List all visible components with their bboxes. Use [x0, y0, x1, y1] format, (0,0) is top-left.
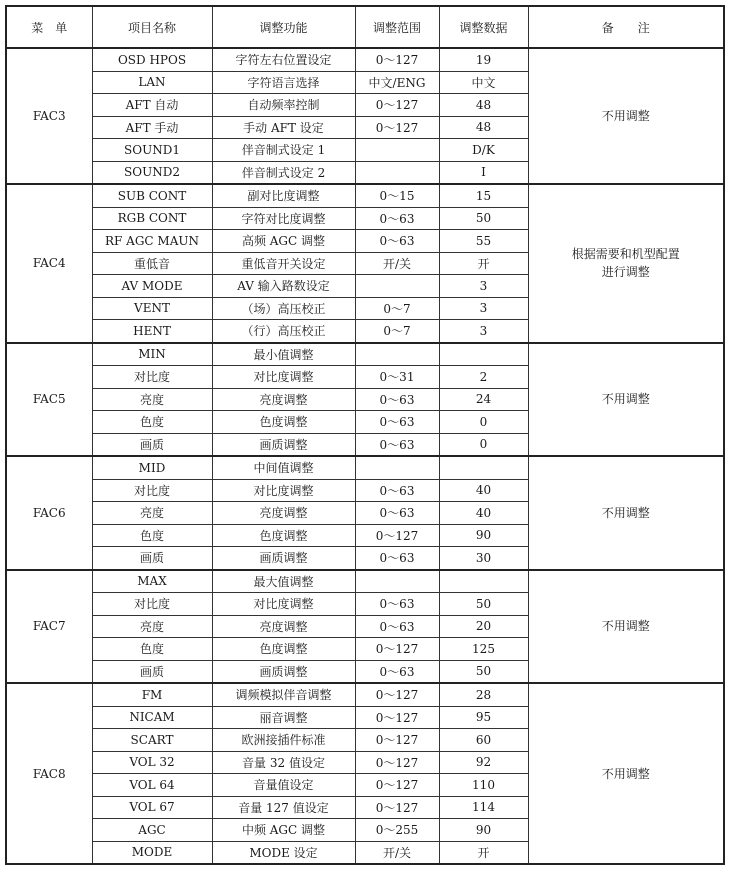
item-name-cell: 亮度: [92, 388, 212, 411]
item-name-cell: FM: [92, 683, 212, 706]
item-name-cell: NICAM: [92, 706, 212, 729]
function-cell: 字符对比度调整: [212, 207, 355, 230]
value-cell: 开: [439, 252, 528, 275]
item-name-cell: 对比度: [92, 479, 212, 502]
range-cell: [355, 343, 439, 366]
value-cell: 90: [439, 819, 528, 842]
value-cell: 50: [439, 207, 528, 230]
item-name-cell: 对比度: [92, 593, 212, 616]
function-cell: 字符语言选择: [212, 71, 355, 94]
function-cell: 对比度调整: [212, 593, 355, 616]
item-name-cell: RF AGC MAUN: [92, 230, 212, 253]
range-cell: [355, 161, 439, 184]
item-name-cell: 对比度: [92, 366, 212, 389]
item-name-cell: MIN: [92, 343, 212, 366]
item-name-cell: RGB CONT: [92, 207, 212, 230]
function-cell: MODE 设定: [212, 841, 355, 864]
table-header: [6, 6, 724, 48]
item-name-cell: 色度: [92, 524, 212, 547]
item-name-cell: VOL 32: [92, 751, 212, 774]
item-name-cell: 亮度: [92, 615, 212, 638]
item-name-cell: AGC: [92, 819, 212, 842]
range-cell: 0～63: [355, 388, 439, 411]
function-cell: 音量值设定: [212, 774, 355, 797]
value-cell: [439, 570, 528, 593]
range-cell: 开/关: [355, 252, 439, 275]
function-cell: 中频 AGC 调整: [212, 819, 355, 842]
note-cell: 不用调整: [528, 683, 724, 864]
function-cell: 丽音调整: [212, 706, 355, 729]
header-range: 调整范围: [355, 6, 439, 48]
range-cell: 0～255: [355, 819, 439, 842]
range-cell: [355, 456, 439, 479]
value-cell: 24: [439, 388, 528, 411]
function-cell: AV 输入路数设定: [212, 275, 355, 298]
range-cell: 0～63: [355, 502, 439, 525]
range-cell: 0～7: [355, 297, 439, 320]
range-cell: 0～127: [355, 706, 439, 729]
range-cell: 0～63: [355, 479, 439, 502]
factory-adjustment-table: [5, 5, 725, 865]
value-cell: 50: [439, 593, 528, 616]
function-cell: 音量 32 值设定: [212, 751, 355, 774]
note-cell: 不用调整: [528, 343, 724, 457]
value-cell: 19: [439, 48, 528, 71]
value-cell: 15: [439, 184, 528, 207]
range-cell: 0～127: [355, 683, 439, 706]
function-cell: 色度调整: [212, 638, 355, 661]
range-cell: 0～63: [355, 230, 439, 253]
function-cell: 色度调整: [212, 524, 355, 547]
range-cell: 0～127: [355, 94, 439, 117]
range-cell: 0～63: [355, 433, 439, 456]
item-name-cell: VOL 67: [92, 796, 212, 819]
header-value: 调整数据: [439, 6, 528, 48]
function-cell: 画质调整: [212, 660, 355, 683]
function-cell: 中间值调整: [212, 456, 355, 479]
function-cell: 调频模拟伴音调整: [212, 683, 355, 706]
range-cell: 开/关: [355, 841, 439, 864]
header-item-name: 项目名称: [92, 6, 212, 48]
range-cell: 中文/ENG: [355, 71, 439, 94]
value-cell: 50: [439, 660, 528, 683]
function-cell: 伴音制式设定 1: [212, 139, 355, 162]
range-cell: 0～31: [355, 366, 439, 389]
menu-cell: FAC8: [6, 683, 92, 864]
function-cell: 对比度调整: [212, 479, 355, 502]
function-cell: 画质调整: [212, 547, 355, 570]
function-cell: 音量 127 值设定: [212, 796, 355, 819]
menu-cell: FAC5: [6, 343, 92, 457]
item-name-cell: 画质: [92, 547, 212, 570]
menu-cell: FAC7: [6, 570, 92, 684]
item-name-cell: 重低音: [92, 252, 212, 275]
function-cell: 高频 AGC 调整: [212, 230, 355, 253]
range-cell: 0～63: [355, 207, 439, 230]
range-cell: 0～127: [355, 774, 439, 797]
function-cell: 最小值调整: [212, 343, 355, 366]
table-row: [6, 570, 724, 593]
function-cell: （场）高压校正: [212, 297, 355, 320]
function-cell: 对比度调整: [212, 366, 355, 389]
value-cell: 60: [439, 729, 528, 752]
value-cell: 92: [439, 751, 528, 774]
value-cell: 125: [439, 638, 528, 661]
range-cell: 0～63: [355, 660, 439, 683]
header-function: 调整功能: [212, 6, 355, 48]
value-cell: 开: [439, 841, 528, 864]
function-cell: 欧洲接插件标准: [212, 729, 355, 752]
note-cell: 不用调整: [528, 48, 724, 184]
range-cell: 0～63: [355, 615, 439, 638]
value-cell: [439, 343, 528, 366]
value-cell: 0: [439, 433, 528, 456]
value-cell: 40: [439, 502, 528, 525]
range-cell: 0～127: [355, 729, 439, 752]
range-cell: 0～127: [355, 116, 439, 139]
item-name-cell: SUB CONT: [92, 184, 212, 207]
header-note: 备 注: [528, 6, 724, 48]
table-row: [6, 683, 724, 706]
value-cell: 95: [439, 706, 528, 729]
header-menu: 菜 单: [6, 6, 92, 48]
range-cell: 0～63: [355, 411, 439, 434]
function-cell: 字符左右位置设定: [212, 48, 355, 71]
value-cell: 48: [439, 94, 528, 117]
item-name-cell: AFT 手动: [92, 116, 212, 139]
note-cell: 根据需要和机型配置 进行调整: [528, 184, 724, 343]
function-cell: 自动频率控制: [212, 94, 355, 117]
range-cell: 0～7: [355, 320, 439, 343]
table-body: [6, 48, 724, 864]
table-row: [6, 456, 724, 479]
value-cell: 28: [439, 683, 528, 706]
table-row: [6, 48, 724, 71]
function-cell: 色度调整: [212, 411, 355, 434]
item-name-cell: AFT 自动: [92, 94, 212, 117]
item-name-cell: 亮度: [92, 502, 212, 525]
value-cell: 114: [439, 796, 528, 819]
item-name-cell: AV MODE: [92, 275, 212, 298]
value-cell: 20: [439, 615, 528, 638]
function-cell: 重低音开关设定: [212, 252, 355, 275]
function-cell: 亮度调整: [212, 502, 355, 525]
item-name-cell: HENT: [92, 320, 212, 343]
menu-cell: FAC3: [6, 48, 92, 184]
value-cell: 3: [439, 275, 528, 298]
value-cell: 40: [439, 479, 528, 502]
range-cell: 0～63: [355, 547, 439, 570]
item-name-cell: 色度: [92, 411, 212, 434]
value-cell: I: [439, 161, 528, 184]
value-cell: 110: [439, 774, 528, 797]
item-name-cell: VOL 64: [92, 774, 212, 797]
item-name-cell: SOUND1: [92, 139, 212, 162]
function-cell: 手动 AFT 设定: [212, 116, 355, 139]
function-cell: 亮度调整: [212, 388, 355, 411]
value-cell: 3: [439, 320, 528, 343]
item-name-cell: 色度: [92, 638, 212, 661]
item-name-cell: 画质: [92, 660, 212, 683]
function-cell: 画质调整: [212, 433, 355, 456]
function-cell: （行）高压校正: [212, 320, 355, 343]
range-cell: 0～127: [355, 638, 439, 661]
item-name-cell: MODE: [92, 841, 212, 864]
value-cell: [439, 456, 528, 479]
function-cell: 亮度调整: [212, 615, 355, 638]
range-cell: 0～127: [355, 524, 439, 547]
item-name-cell: 画质: [92, 433, 212, 456]
value-cell: 0: [439, 411, 528, 434]
note-cell: 不用调整: [528, 456, 724, 570]
note-cell: 不用调整: [528, 570, 724, 684]
function-cell: 伴音制式设定 2: [212, 161, 355, 184]
value-cell: 中文: [439, 71, 528, 94]
value-cell: 48: [439, 116, 528, 139]
menu-cell: FAC6: [6, 456, 92, 570]
value-cell: D/K: [439, 139, 528, 162]
range-cell: 0～127: [355, 796, 439, 819]
value-cell: 3: [439, 297, 528, 320]
range-cell: [355, 570, 439, 593]
table-row: [6, 184, 724, 207]
function-cell: 副对比度调整: [212, 184, 355, 207]
range-cell: 0～15: [355, 184, 439, 207]
value-cell: 2: [439, 366, 528, 389]
range-cell: 0～127: [355, 48, 439, 71]
item-name-cell: OSD HPOS: [92, 48, 212, 71]
range-cell: [355, 139, 439, 162]
table-row: [6, 343, 724, 366]
item-name-cell: LAN: [92, 71, 212, 94]
item-name-cell: SCART: [92, 729, 212, 752]
item-name-cell: VENT: [92, 297, 212, 320]
range-cell: 0～63: [355, 593, 439, 616]
item-name-cell: MAX: [92, 570, 212, 593]
range-cell: [355, 275, 439, 298]
value-cell: 90: [439, 524, 528, 547]
value-cell: 55: [439, 230, 528, 253]
menu-cell: FAC4: [6, 184, 92, 343]
item-name-cell: SOUND2: [92, 161, 212, 184]
item-name-cell: MID: [92, 456, 212, 479]
value-cell: 30: [439, 547, 528, 570]
range-cell: 0～127: [355, 751, 439, 774]
function-cell: 最大值调整: [212, 570, 355, 593]
